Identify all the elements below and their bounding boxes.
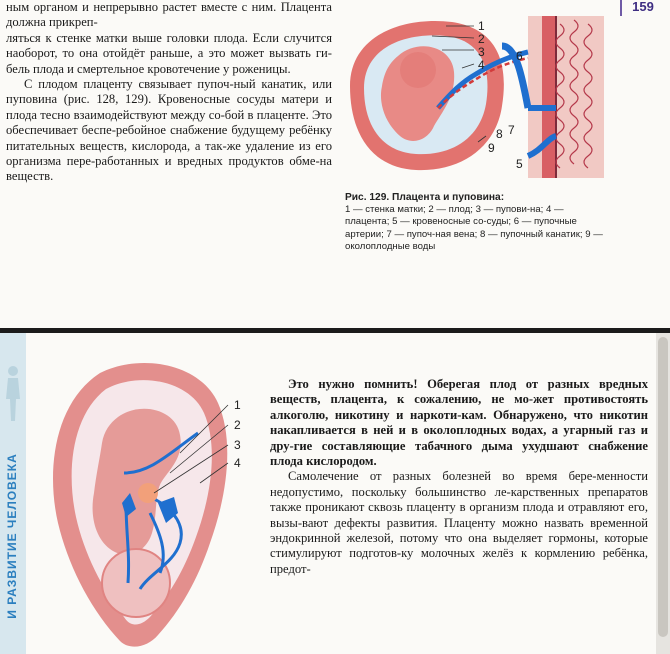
figb-label-3: 3 [234, 438, 241, 452]
fig129-label-8: 8 [496, 127, 503, 141]
fig129-label-7: 7 [508, 123, 515, 137]
remember-heading: Это нужно помнить! [288, 377, 418, 391]
scrollbar-thumb[interactable] [658, 337, 668, 637]
figb-label-4: 4 [234, 456, 241, 470]
figure-fetus-in-uterus [30, 353, 260, 654]
top-text-column [6, 0, 332, 185]
fig129-label-2: 2 [478, 32, 485, 46]
human-silhouette-icon [0, 363, 26, 423]
fig129-label-9: 9 [488, 141, 495, 155]
bottom-page [0, 333, 670, 654]
fig129-label-6: 6 [516, 49, 523, 63]
figb-label-1: 1 [234, 398, 241, 412]
fig129-label-5: 5 [516, 157, 523, 171]
top-paragraph-2: С плодом плаценту связывает пупоч-ный канатик, или пуповина (рис. 128, 129). Кровеносные сосуды матери и плода тесно взаимодействуют между со-бой в плаценте. Это обеспечивает беспе-ребойное снабжение будущему ребёнку питательных веществ, кислорода, а так-же удаление из его организма пере-работанных и вредных продуктов обме-на веществ. [6, 77, 332, 184]
figb-label-2: 2 [234, 418, 241, 432]
bottom-text-column [270, 377, 648, 577]
caption-title: Рис. 129. Плацента и пуповина: [345, 192, 505, 203]
fig129-label-3: 3 [478, 45, 485, 59]
scrollbar[interactable] [656, 333, 670, 654]
fig129-label-1: 1 [478, 19, 485, 33]
bottom-paragraph: Самолечение от разных болезней во время бере-менности недопустимо, поскольку большинство ле-карственных препаратов также проникают сквозь плаценту в организм плода и отравляют его, вызы-вают дефекты развития. Плаценту можно назвать временной эндокринной железой, потому что она выделяет гормоны, которые стимулируют подготов-ку молочных желёз к кормлению ребёнка, предот- [270, 469, 648, 576]
top-lead-line: ным органом и непрерывно растет вместе с ним. Плацента должна прикреп- [6, 0, 332, 30]
page-number: 159 [620, 0, 664, 16]
figure-129-caption [345, 192, 603, 253]
remember-body: Оберегая плод от разных вредных веществ, плацента, к сожалению, не мо-жет противостоять алкоголю, никотину и наркоти-кам. Обнаружено, что никотин накапливается в ней и в околоплодных водах, а угарный газ и дру-гие составляющие табачного дыма ухудшают снабжение плода кислородом. [270, 377, 648, 469]
chapter-sidebar [0, 333, 26, 654]
figure-129-placenta [342, 16, 604, 178]
top-paragraph-1: ляться к стенке матки выше головки плода. Если случится наоборот, то она отойдёт раньше, а это может вызвать ги-бель плода и смертельное кровотечение у роженицы. [6, 30, 332, 76]
chapter-label: И РАЗВИТИЕ ЧЕЛОВЕКА [5, 453, 19, 619]
remember-block [270, 377, 648, 469]
caption-body: 1 — стенка матки; 2 — плод; 3 — пупови-на; 4 — плацента; 5 — кровеносные со-суды; 6 — пупочные артерии; 7 — пупоч-ная вена; 8 — пупочный канатик; 9 — околоплодные воды [345, 204, 603, 252]
fig129-label-4: 4 [478, 58, 485, 72]
